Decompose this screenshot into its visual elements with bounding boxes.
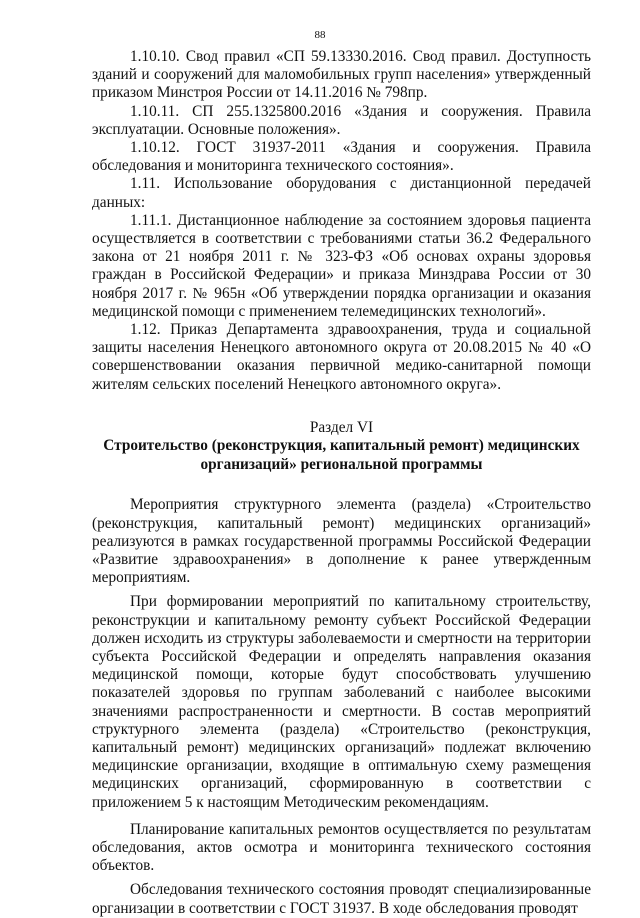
paragraph-1-12: 1.12. Приказ Департамента здравоохранения, труда и социальной защиты населения Ненецкого автономного округа от 20.08.2015 № 40 «О совершенствовании оказания первичной медико-санитарной помощи жителям сельских поселений Ненецкого автономного округа». — [92, 321, 591, 393]
section-title: Строительство (реконструкция, капитальный ремонт) медицинских организаций» региональной программы — [103, 437, 580, 473]
page-number: 88 — [314, 29, 326, 41]
section-label: Раздел VI — [309, 418, 374, 436]
paragraph-measures: Мероприятия структурного элемента (раздела) «Строительство (реконструкция, капитальный ремонт) медицинских организаций» реализуются в рамках государственной программы Российской Федерации «Развитие здравоохранения» в дополнение к ранее утвержденным мероприятиям. — [92, 496, 591, 587]
paragraph-1-10-11: 1.10.11. СП 255.1325800.2016 «Здания и сооружения. Правила эксплуатации. Основные положения». — [92, 102, 591, 138]
paragraph-inspection: Обследования технического состояния проводят специализированные организации в соответствии с ГОСТ 31937. В ходе обследования проводят — [92, 881, 591, 917]
section-heading — [92, 419, 591, 475]
paragraph-formation: При формировании мероприятий по капитальному строительству, реконструкции и капитальному ремонту субъект Российской Федерации должен исходить из структуры заболеваемости и смертности на территории субъекта Российской Федерации и определять направления оказания медицинской помощи, которые будут способствовать улучшению показателей здоровья по группам заболеваний с наиболее высокими значениями распространенности и смертности. В состав мероприятий структурного элемента (раздела) «Строительство (реконструкция, капитальный ремонт) медицинских организаций» подлежат включению медицинские организации, входящие в оптимальную схему размещения медицинских организаций, сформированную в соответствии с приложением 5 к настоящим Методическим рекомендациям. — [92, 593, 591, 811]
paragraph-1-10-12: 1.10.12. ГОСТ 31937-2011 «Здания и сооружения. Правила обследования и мониторинга технического состояния». — [92, 139, 591, 175]
document-body — [92, 48, 591, 918]
paragraph-1-11-1: 1.11.1. Дистанционное наблюдение за состоянием здоровья пациента осуществляется в соответствии с требованиями статьи 36.2 Федерального закона от 21 ноября 2011 г. № 323-ФЗ «Об основах охраны здоровья граждан в Российской Федерации» и приказа Минздрава России от 30 ноября 2017 г. № 965н «Об утверждении порядка организации и оказания медицинской помощи с применением телемедицинских технологий». — [92, 211, 591, 320]
paragraph-planning: Планирование капитальных ремонтов осуществляется по результатам обследования, актов осмотра и мониторинга технического состояния объектов. — [92, 820, 591, 875]
paragraph-1-10-10: 1.10.10. Свод правил «СП 59.13330.2016. Свод правил. Доступность зданий и сооружений для маломобильных групп населения» утвержденный приказом Минстроя России от 14.11.2016 № 798пр. — [92, 48, 591, 102]
paragraph-1-11: 1.11. Использование оборудования с дистанционной передачей данных: — [92, 175, 591, 211]
